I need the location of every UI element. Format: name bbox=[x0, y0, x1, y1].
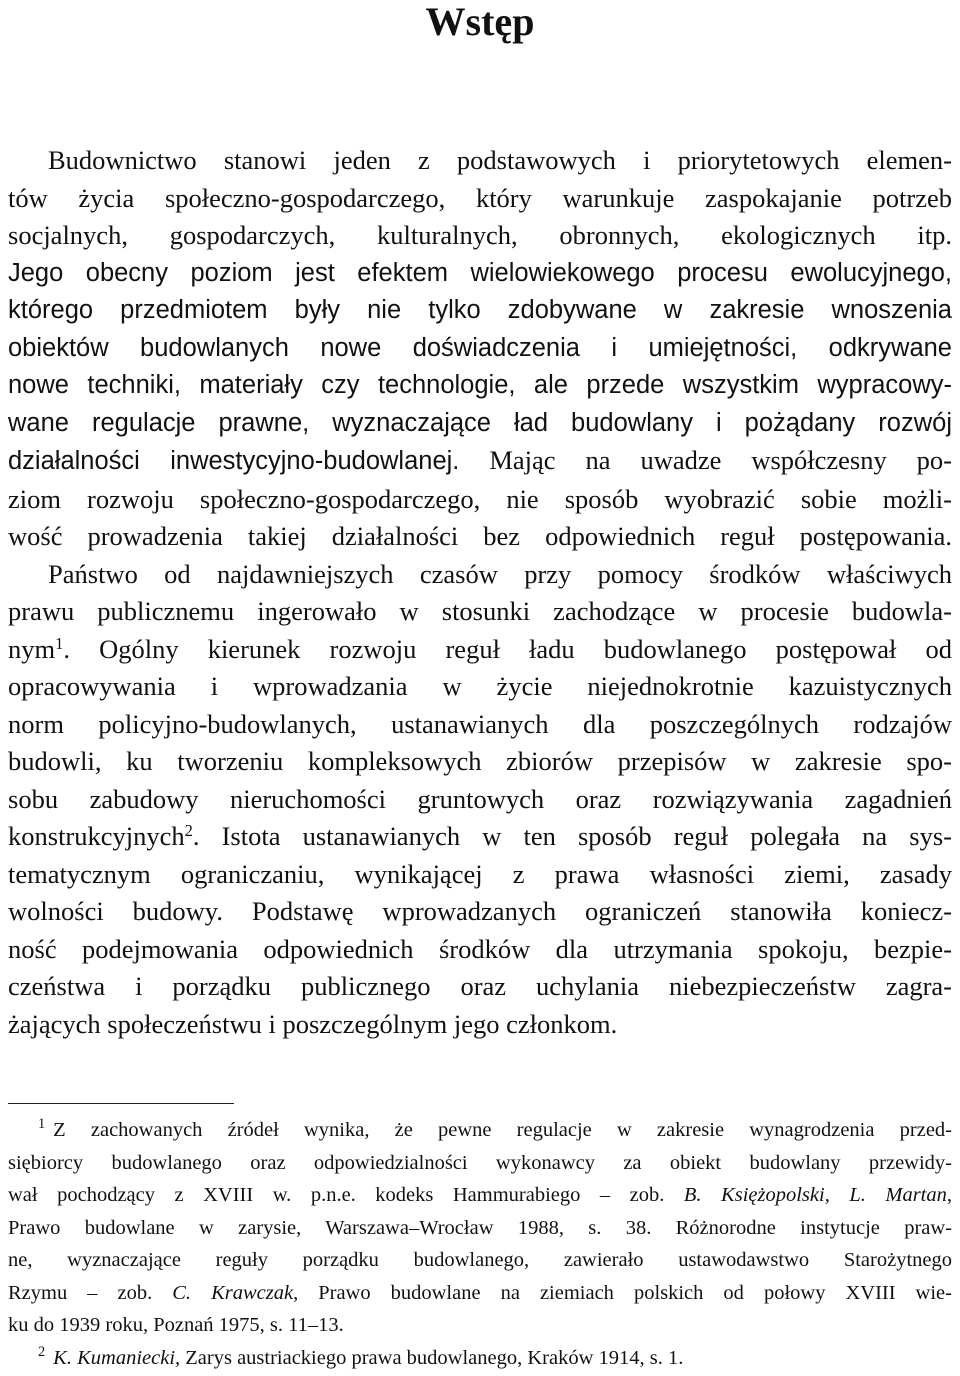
text-segment: nym bbox=[8, 633, 56, 664]
author-names: B. Księżopolski, L. Martan bbox=[683, 1184, 947, 1206]
footnote-line bbox=[8, 1342, 952, 1375]
text-line: nowe techniki, materiały czy technologie, ale przede wszystkim wypracowy- bbox=[8, 371, 952, 399]
text-line: żających społeczeństwu i poszczególnym jego członkom. bbox=[8, 1008, 618, 1039]
footnotes bbox=[8, 1114, 952, 1374]
main-paragraph bbox=[8, 142, 952, 1043]
footnote-mark: 2 bbox=[38, 1343, 46, 1360]
text-segment: Rzymu – zob. bbox=[8, 1281, 173, 1304]
text-segment: . Ogólny kierunek rozwoju reguł ładu budowlanego postępował od bbox=[63, 633, 952, 664]
text-segment: . Istota ustanawianych w ten sposób reguł polegała na sys- bbox=[192, 821, 952, 851]
text-line: sobu zabudowy nieruchomości gruntowych oraz rozwiązywania zagadnień bbox=[8, 783, 952, 814]
text-segment: konstrukcyjnych bbox=[8, 821, 185, 851]
footnote-ref: 2 bbox=[184, 820, 193, 840]
text-line: opracowywania i wprowadzania w życie niejednokrotnie kazuistycznych bbox=[8, 671, 952, 701]
footnote-line: ku do 1939 roku, Poznań 1975, s. 11–13. bbox=[8, 1314, 344, 1336]
text-line: ziom rozwoju społeczno-gospodarczego, nie sposób wyobrazić sobie możli- bbox=[8, 483, 952, 514]
footnote-mark: 1 bbox=[38, 1116, 46, 1133]
text-segment: działalności inwestycyjno-budowlanej. bbox=[8, 447, 460, 475]
text-line bbox=[8, 818, 952, 856]
text-line bbox=[8, 631, 952, 669]
text-line: Budownictwo stanowi jeden z podstawowych i priorytetowych elemen- bbox=[48, 145, 952, 175]
text-line: wane regulacje prawne, wyznaczające ład budowlany i pożądany rozwój bbox=[8, 408, 952, 437]
text-segment: , bbox=[946, 1184, 952, 1206]
text-line: norm policyjno-budowlanych, ustanawianych dla poszczególnych rodzajów bbox=[8, 708, 952, 739]
footnote-separator bbox=[8, 1103, 234, 1104]
text-segment: wał pochodzący z XVIII w. p.n.e. kodeks Hammurabiego – zob. bbox=[8, 1184, 684, 1206]
text-segment: Mając na uwadze współczesny po- bbox=[459, 445, 952, 475]
text-line: tematycznym ograniczaniu, wynikającej z prawa własności ziemi, zasady bbox=[8, 858, 952, 889]
text-line: budowli, ku tworzeniu kompleksowych zbiorów przepisów w zakresie spo- bbox=[8, 746, 952, 776]
page-title: Wstęp bbox=[425, 0, 535, 44]
text-line: wość prowadzenia takiej działalności bez odpowiednich reguł postępowania. bbox=[8, 521, 952, 551]
text-line: tów życia społeczno-gospodarczego, który warunkuje zaspokajanie potrzeb bbox=[8, 182, 952, 213]
text-line: socjalnych, gospodarczych, kulturalnych, obronnych, ekologicznych itp. bbox=[8, 220, 952, 250]
footnote-line bbox=[8, 1114, 952, 1147]
text-line: którego przedmiotem były nie tylko zdobywane w zakresie wnoszenia bbox=[8, 296, 952, 324]
footnote-ref: 1 bbox=[55, 633, 64, 653]
text-line: wolności budowy. Podstawę wprowadzanych ograniczeń stanowiła koniecz- bbox=[8, 896, 952, 926]
footnote-line: Prawo budowlane w zarysie, Warszawa–Wrocław 1988, s. 38. Różnorodne instytucje praw- bbox=[8, 1216, 952, 1239]
text-line: czeństwa i porządku publicznego oraz uchylania niebezpieczeństw zagra- bbox=[8, 971, 952, 1001]
text-line: prawu publicznemu ingerowało w stosunki zachodzące w procesie budowla- bbox=[8, 596, 952, 626]
text-segment: Z zachowanych źródeł wynika, że pewne regulacje w zakresie wynagrodzenia przed- bbox=[53, 1119, 952, 1141]
text-segment: , Prawo budowlane na ziemiach polskich od połowy XVIII wie- bbox=[293, 1281, 952, 1304]
author-name: K. Kumaniecki, bbox=[53, 1346, 181, 1369]
footnote-line: ne, wyznaczające reguły porządku budowlanego, zawierało ustawodawstwo Starożytnego bbox=[8, 1249, 952, 1271]
text-line: obiektów budowlanych nowe doświadczenia i umiejętności, odkrywane bbox=[8, 333, 952, 362]
text-line: ność podejmowania odpowiednich środków dla utrzymania spokoju, bezpie- bbox=[8, 933, 952, 964]
footnote-line: siębiorcy budowlanego oraz odpowiedzialności wykonawcy za obiekt budowlany przewidy- bbox=[8, 1151, 952, 1174]
text-line: Jego obecny poziom jest efektem wielowiekowego procesu ewolucyjnego, bbox=[8, 258, 952, 287]
author-name: C. Krawczak bbox=[172, 1281, 294, 1304]
text-segment: Zarys austriackiego prawa budowlanego, Kraków 1914, s. 1. bbox=[180, 1346, 684, 1369]
text-line: Państwo od najdawniejszych czasów przy pomocy środków właściwych bbox=[48, 558, 952, 589]
footnote-line bbox=[8, 1277, 952, 1310]
text-line bbox=[8, 442, 952, 481]
footnote-line bbox=[8, 1179, 952, 1212]
